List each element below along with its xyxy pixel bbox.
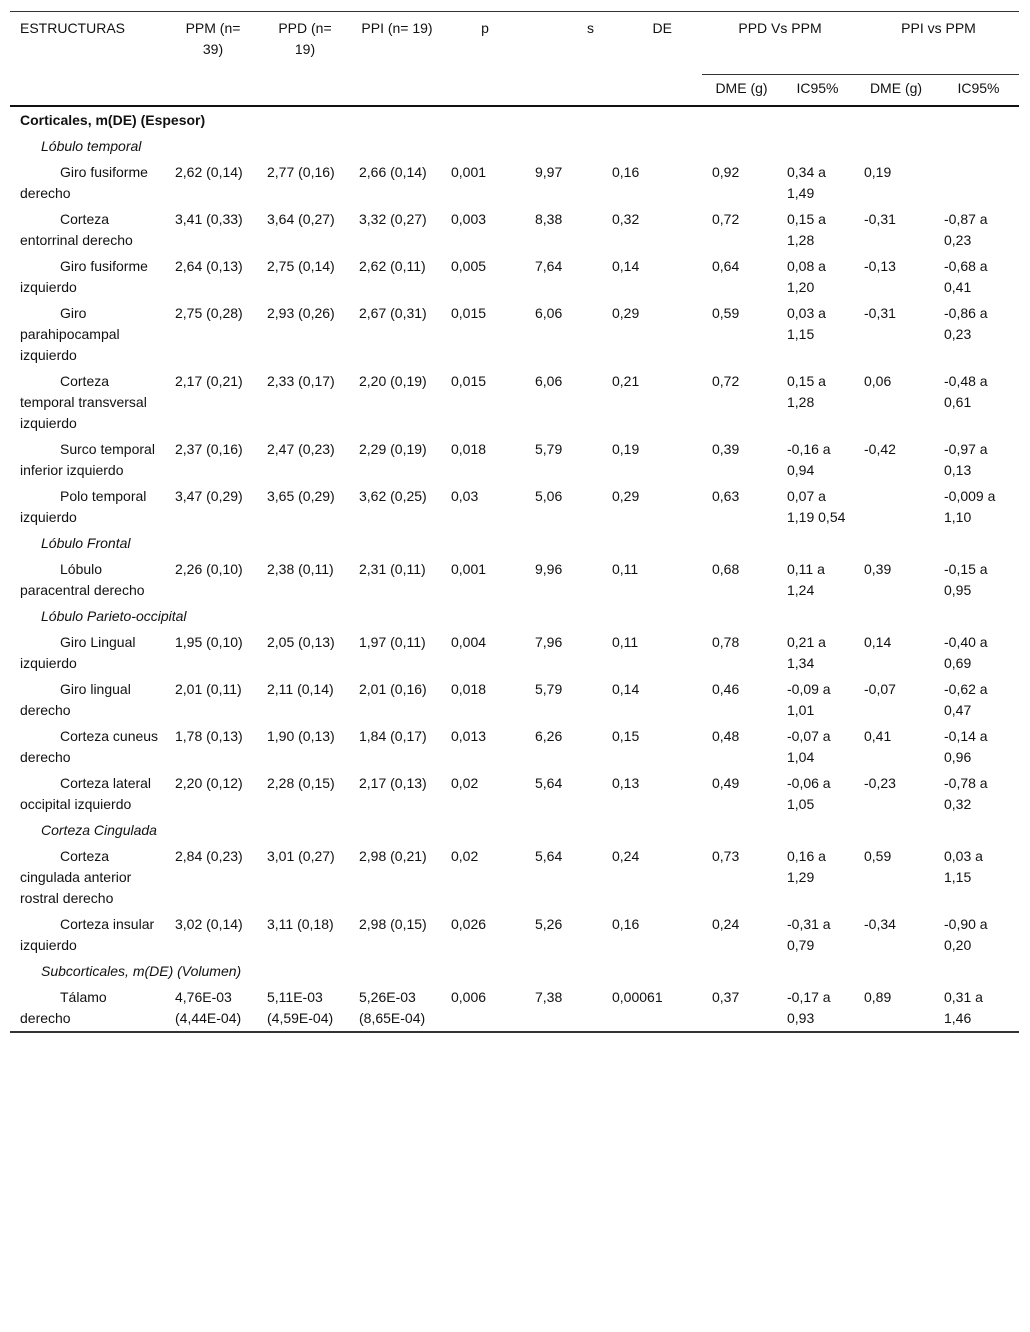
cell-dme1: 0,24	[712, 915, 740, 932]
group-label: Lóbulo Frontal	[41, 534, 131, 551]
cell-ic2: -0,87 a 0,23	[944, 210, 988, 248]
cell-dme2: 0,39	[864, 560, 892, 577]
cell-ppd: 2,93 (0,26)	[267, 304, 335, 321]
cell-ppi: 2,67 (0,31)	[359, 304, 427, 321]
group-label: Subcorticales, m(DE) (Volumen)	[41, 962, 242, 979]
group-label: Corteza Cingulada	[41, 821, 157, 838]
cell-dme1: 0,68	[712, 560, 740, 577]
cell-ic1: 0,15 a 1,28	[787, 210, 826, 248]
cell-p: 0,015	[451, 304, 487, 321]
header-spacer	[525, 74, 600, 106]
cell-ic1: 0,21 a 1,34	[787, 633, 826, 671]
cell-s: 5,79	[535, 680, 563, 697]
col-header-ic95-ppi: IC95%	[934, 74, 1019, 106]
cell-name: Polo temporal izquierdo	[20, 487, 147, 525]
cell-name: Giro parahipocampal izquierdo	[20, 304, 120, 363]
cell-ppi: 2,20 (0,19)	[359, 372, 427, 389]
cell-ppi: 3,62 (0,25)	[359, 487, 427, 504]
cell-s: 7,64	[535, 257, 563, 274]
header-row-2	[10, 74, 1019, 106]
cell-ppd: 1,90 (0,13)	[267, 727, 335, 744]
table-body	[10, 106, 1019, 1032]
cell-ppi: 1,97 (0,11)	[359, 633, 426, 650]
cell-dme2: 0,06	[864, 372, 892, 389]
cell-name: Surco temporal inferior izquierdo	[20, 440, 155, 478]
cell-ic1: -0,31 a 0,79	[787, 915, 831, 953]
cell-de: 0,19	[612, 440, 640, 457]
cell-ppm: 2,17 (0,21)	[175, 372, 243, 389]
cell-ppd: 2,77 (0,16)	[267, 163, 335, 180]
header-spacer	[257, 74, 349, 106]
group-row	[10, 817, 1019, 843]
cell-p: 0,001	[451, 560, 487, 577]
cell-ppm: 1,78 (0,13)	[175, 727, 243, 744]
col-header-estructuras: ESTRUCTURAS	[10, 12, 165, 75]
cell-ic2: -0,68 a 0,41	[944, 257, 988, 295]
table-row	[10, 629, 1019, 676]
cell-p: 0,003	[451, 210, 487, 227]
table-row	[10, 556, 1019, 603]
cell-de: 0,29	[612, 487, 640, 504]
cell-ppi: 2,98 (0,21)	[359, 847, 427, 864]
cell-ppi: 2,66 (0,14)	[359, 163, 427, 180]
col-header-de: DE	[600, 12, 702, 75]
group-row	[10, 603, 1019, 629]
col-header-ppd: PPD (n= 19)	[257, 12, 349, 75]
cell-p: 0,018	[451, 680, 487, 697]
cell-ic1: -0,16 a 0,94	[787, 440, 831, 478]
col-header-ppi: PPI (n= 19)	[349, 12, 441, 75]
cell-ic2: -0,90 a 0,20	[944, 915, 988, 953]
cell-ic2: 0,03 a 1,15	[944, 847, 983, 885]
header-spacer	[349, 74, 441, 106]
table-row	[10, 676, 1019, 723]
cell-ic2: -0,86 a 0,23	[944, 304, 988, 342]
cell-de: 0,29	[612, 304, 640, 321]
cell-dme1: 0,59	[712, 304, 740, 321]
cell-dme1: 0,72	[712, 210, 740, 227]
cell-p: 0,015	[451, 372, 487, 389]
cell-p: 0,02	[451, 774, 479, 791]
cell-s: 7,96	[535, 633, 563, 650]
cell-ppm: 2,64 (0,13)	[175, 257, 243, 274]
cell-ic1: 0,08 a 1,20	[787, 257, 826, 295]
table-row	[10, 984, 1019, 1032]
cell-dme1: 0,39	[712, 440, 740, 457]
cell-ppm: 1,95 (0,10)	[175, 633, 243, 650]
cell-s: 5,06	[535, 487, 563, 504]
cell-p: 0,03	[451, 487, 479, 504]
cell-ic2: -0,97 a 0,13	[944, 440, 988, 478]
cell-ppm: 2,01 (0,11)	[175, 680, 242, 697]
cell-ic2: -0,40 a 0,69	[944, 633, 988, 671]
cell-ppi: 3,32 (0,27)	[359, 210, 427, 227]
cell-dme1: 0,37	[702, 984, 777, 1032]
table-row	[10, 483, 1019, 530]
cell-dme1: 0,63	[712, 487, 740, 504]
cell-dme2: 0,14	[864, 633, 892, 650]
cell-ppi: 2,62 (0,11)	[359, 257, 426, 274]
col-header-dme-ppd: DME (g)	[702, 74, 777, 106]
cell-ppm: 2,20 (0,12)	[175, 774, 243, 791]
cell-p: 0,026	[451, 915, 487, 932]
table-row	[10, 843, 1019, 911]
cell-ic2: -0,14 a 0,96	[944, 727, 988, 765]
group-row	[10, 530, 1019, 556]
group-row	[10, 958, 1019, 984]
table-row	[10, 770, 1019, 817]
cell-s: 5,79	[535, 440, 563, 457]
cell-ppd: 2,75 (0,14)	[267, 257, 335, 274]
cell-de: 0,24	[612, 847, 640, 864]
cell-name: Corteza lateral occipital izquierdo	[20, 774, 152, 812]
cell-de: 0,32	[612, 210, 640, 227]
table-row	[10, 436, 1019, 483]
cell-s: 5,64	[535, 847, 563, 864]
table-row	[10, 300, 1019, 368]
header-row-1	[10, 12, 1019, 75]
cell-ppd: 3,11 (0,18)	[267, 915, 334, 932]
cell-ppm: 3,47 (0,29)	[175, 487, 243, 504]
col-header-ic95-ppd: IC95%	[777, 74, 854, 106]
cell-ppi: 2,31 (0,11)	[359, 560, 426, 577]
cell-dme2: 0,19	[864, 163, 892, 180]
cell-name: Giro fusiforme izquierdo	[20, 257, 148, 295]
col-header-s: s	[525, 12, 600, 75]
cell-de: 0,15	[612, 727, 640, 744]
cell-dme1: 0,46	[712, 680, 740, 697]
cell-name: Giro fusiforme derecho	[20, 163, 148, 201]
cell-name: Giro lingual derecho	[20, 680, 131, 718]
cell-ppd: 3,65 (0,29)	[267, 487, 335, 504]
group-row	[10, 106, 1019, 133]
cell-ic1: 0,11 a 1,24	[787, 560, 825, 598]
cell-ppd: 2,33 (0,17)	[267, 372, 335, 389]
table-row	[10, 911, 1019, 958]
group-row	[10, 133, 1019, 159]
cell-ppm: 4,76E-03 (4,44E-04)	[165, 984, 257, 1032]
cell-dme1: 0,64	[712, 257, 740, 274]
cell-p: 0,004	[451, 633, 487, 650]
cell-p: 0,013	[451, 727, 487, 744]
col-header-dme-ppi: DME (g)	[854, 74, 934, 106]
cell-ic2: -0,15 a 0,95	[944, 560, 988, 598]
cell-name: Tálamo derecho	[10, 984, 165, 1032]
cell-p: 0,005	[451, 257, 487, 274]
cell-dme2: 0,41	[864, 727, 892, 744]
cell-ppm: 2,37 (0,16)	[175, 440, 243, 457]
cell-ic1: 0,07 a 1,19 0,54	[787, 487, 846, 525]
cell-dme2	[854, 483, 934, 530]
cell-s: 5,26	[535, 915, 563, 932]
cell-de: 0,11	[612, 560, 639, 577]
cell-ppi: 2,17 (0,13)	[359, 774, 427, 791]
cell-p: 0,018	[451, 440, 487, 457]
cell-de: 0,00061	[600, 984, 702, 1032]
cell-s: 9,96	[535, 560, 563, 577]
cell-name: Corteza entorrinal derecho	[20, 210, 133, 248]
cell-ppm: 2,26 (0,10)	[175, 560, 243, 577]
col-header-ppm: PPM (n= 39)	[165, 12, 257, 75]
group-label: Lóbulo Parieto-occipital	[41, 607, 187, 624]
table-row	[10, 368, 1019, 436]
cell-ppd: 5,11E-03 (4,59E-04)	[257, 984, 349, 1032]
cell-ic2: -0,48 a 0,61	[944, 372, 988, 410]
cell-dme1: 0,78	[712, 633, 740, 650]
cell-dme1: 0,73	[712, 847, 740, 864]
cell-ppi: 1,84 (0,17)	[359, 727, 427, 744]
cell-ppi: 5,26E-03 (8,65E-04)	[349, 984, 441, 1032]
cell-ic1: 0,34 a 1,49	[787, 163, 826, 201]
cell-dme1: 0,49	[712, 774, 740, 791]
cell-ic1: -0,07 a 1,04	[787, 727, 831, 765]
cell-p: 0,006	[441, 984, 525, 1032]
cell-name: Corteza cuneus derecho	[20, 727, 159, 765]
cell-dme1: 0,72	[712, 372, 740, 389]
cell-ppd: 2,38 (0,11)	[267, 560, 334, 577]
cell-de: 0,11	[612, 633, 639, 650]
cell-ppi: 2,01 (0,16)	[359, 680, 427, 697]
cell-ic2: 0,31 a 1,46	[934, 984, 1019, 1032]
col-header-ppd-vs-ppm: PPD Vs PPM	[702, 12, 854, 75]
cell-name: Giro Lingual izquierdo	[20, 633, 136, 671]
cell-name: Corteza cingulada anterior rostral derecho	[20, 847, 132, 906]
cell-ppi: 2,29 (0,19)	[359, 440, 427, 457]
col-header-ppi-vs-ppm: PPI vs PPM	[854, 12, 1019, 75]
cell-name: Corteza insular izquierdo	[20, 915, 155, 953]
cell-dme2: 0,89	[854, 984, 934, 1032]
cell-ic1: -0,06 a 1,05	[787, 774, 831, 812]
group-label: Corticales, m(DE) (Espesor)	[20, 111, 206, 128]
cell-p: 0,001	[451, 163, 487, 180]
header-spacer	[165, 74, 257, 106]
cell-s: 9,97	[535, 163, 563, 180]
cell-ic1: -0,17 a 0,93	[777, 984, 854, 1032]
cell-p: 0,02	[451, 847, 479, 864]
table-row	[10, 206, 1019, 253]
cell-de: 0,14	[612, 680, 640, 697]
cell-dme2: -0,31	[864, 304, 896, 321]
cell-dme1: 0,92	[712, 163, 740, 180]
cell-dme2: -0,07	[864, 680, 896, 697]
cell-ppm: 3,41 (0,33)	[175, 210, 243, 227]
cell-ppd: 2,47 (0,23)	[267, 440, 335, 457]
cell-name: Corteza temporal transversal izquierdo	[20, 372, 147, 431]
cell-ic1: 0,03 a 1,15	[787, 304, 826, 342]
cell-ppd: 3,64 (0,27)	[267, 210, 335, 227]
cell-s: 7,38	[525, 984, 600, 1032]
col-header-p: p	[441, 12, 525, 75]
cell-ppm: 3,02 (0,14)	[175, 915, 243, 932]
cell-s: 8,38	[535, 210, 563, 227]
header-spacer	[600, 74, 702, 106]
cell-ppd: 2,28 (0,15)	[267, 774, 335, 791]
cell-ic1: -0,09 a 1,01	[787, 680, 831, 718]
cell-dme2: -0,34	[864, 915, 896, 932]
group-label: Lóbulo temporal	[41, 137, 142, 154]
cell-s: 6,06	[535, 304, 563, 321]
cell-ppd: 2,11 (0,14)	[267, 680, 334, 697]
cell-ppd: 2,05 (0,13)	[267, 633, 335, 650]
cell-dme2: -0,13	[864, 257, 896, 274]
cell-de: 0,21	[612, 372, 640, 389]
cell-dme2: -0,31	[864, 210, 896, 227]
cell-ic1: 0,15 a 1,28	[787, 372, 826, 410]
cell-dme2: -0,42	[864, 440, 896, 457]
table-row	[10, 159, 1019, 206]
cell-s: 6,26	[535, 727, 563, 744]
cell-dme2: 0,59	[864, 847, 892, 864]
cell-ppi: 2,98 (0,15)	[359, 915, 427, 932]
header-spacer	[10, 74, 165, 106]
cell-ic2	[934, 159, 1019, 206]
cell-de: 0,13	[612, 774, 640, 791]
cell-ppm: 2,62 (0,14)	[175, 163, 243, 180]
cell-name: Lóbulo paracentral derecho	[20, 560, 145, 598]
cell-ppm: 2,84 (0,23)	[175, 847, 243, 864]
table-row	[10, 253, 1019, 300]
cell-ic2: -0,009 a 1,10	[944, 487, 996, 525]
cell-de: 0,16	[612, 915, 640, 932]
cell-ppm: 2,75 (0,28)	[175, 304, 243, 321]
cell-ppd: 3,01 (0,27)	[267, 847, 335, 864]
header-spacer	[441, 74, 525, 106]
cell-ic2: -0,78 a 0,32	[944, 774, 988, 812]
cell-de: 0,14	[612, 257, 640, 274]
results-table	[10, 11, 1019, 1033]
table-row	[10, 723, 1019, 770]
cell-de: 0,16	[612, 163, 640, 180]
cell-dme2: -0,23	[864, 774, 896, 791]
cell-ic1: 0,16 a 1,29	[787, 847, 826, 885]
cell-dme1: 0,48	[712, 727, 740, 744]
cell-s: 6,06	[535, 372, 563, 389]
cell-ic2: -0,62 a 0,47	[944, 680, 988, 718]
cell-s: 5,64	[535, 774, 563, 791]
